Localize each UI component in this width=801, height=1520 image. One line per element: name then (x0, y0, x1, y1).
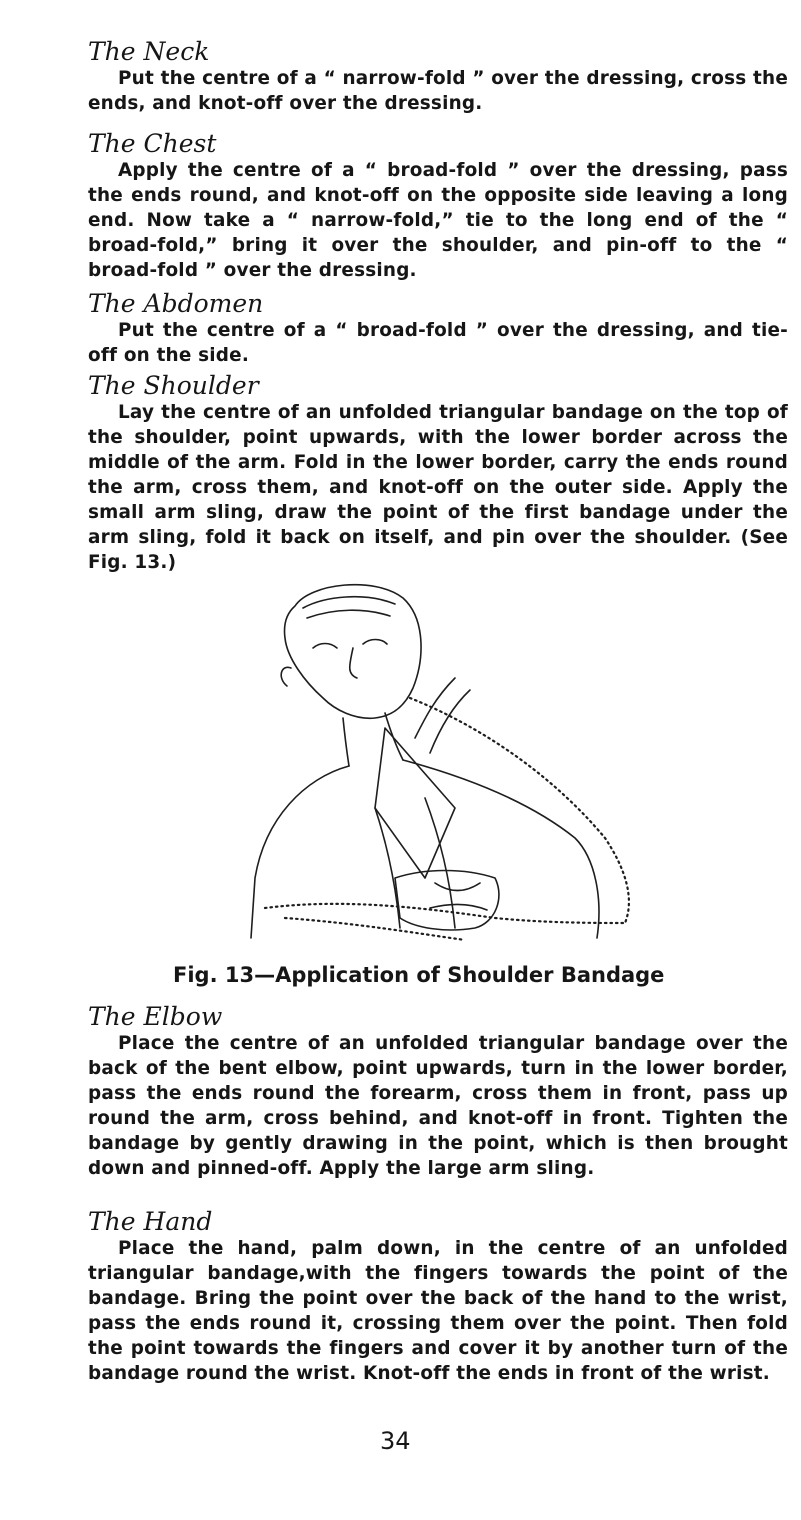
section-neck (88, 38, 788, 116)
section-heading: The Elbow (88, 1002, 223, 1031)
hair-lines (303, 597, 395, 618)
section-chest (88, 130, 788, 283)
eye-left (313, 644, 337, 649)
ear (281, 667, 291, 686)
section-text: Apply the centre of a “ broad-fold ” over the dressing, pass the ends round, and knot-off on the opposite side leaving a long end. Now take a “ narrow-fold,” tie to the long end of the “ broad-fold,” bring it over the shoulder, and pin-off to the “ broad-fold ” over the dressing. (88, 160, 788, 281)
section-abdomen (88, 290, 788, 368)
bandage-fold (395, 871, 499, 930)
section-heading: The Neck (88, 37, 210, 66)
page-number: 34 (380, 1427, 411, 1455)
section-text: Lay the centre of an unfolded triangular bandage on the top of the shoulder, point upwards, with the lower border across the middle of the arm. Fold in the lower border, carry the ends round the arm, cross them, and knot-off on the outer side. Apply the small arm sling, draw the point of the first bandage under the arm sling, fold it back on itself, and pin over the shoulder. (See Fig. 13.) (88, 402, 788, 573)
section-heading: The Hand (88, 1207, 213, 1236)
section-text: Place the hand, palm down, in the centre of an unfolded triangular bandage,with the fingers towards the point of the bandage. Bring the point over the back of the hand to the wrist, pass the ends round it, crossing them over the point. Then fold the point towards the fingers and cover it by another turn of the bandage round the wrist. Knot-off the ends in front of the wrist. (88, 1238, 788, 1384)
section-text: Put the centre of a “ narrow-fold ” over the dressing, cross the ends, and knot-off over the dressing. (88, 68, 788, 114)
section-text: Place the centre of an unfolded triangular bandage over the back of the bent elbow, point upwards, turn in the lower border, pass the ends round the forearm, cross them in front, pass up round the arm, cross behind, and knot-off in front. Tighten the bandage by gently drawing in the point, which is then brought down and pinned-off. Apply the large arm sling. (88, 1033, 788, 1179)
nose (350, 648, 357, 678)
sling-dotted-line (410, 698, 629, 923)
section-text: Put the centre of a “ broad-fold ” over the dressing, and tie-off on the side. (88, 320, 788, 366)
section-heading: The Abdomen (88, 289, 264, 318)
bandage-knot (430, 883, 487, 910)
torso-outline (251, 760, 599, 938)
section-heading: The Shoulder (88, 371, 259, 400)
shoulder-bandage-illustration (225, 578, 801, 948)
section-heading: The Chest (88, 129, 217, 158)
section-elbow (88, 1003, 788, 1181)
figure-caption: Fig. 13—Application of Shoulder Bandage (173, 963, 665, 987)
section-hand (88, 1208, 788, 1386)
forearm (415, 678, 470, 753)
eye-right (363, 640, 387, 645)
section-shoulder (88, 372, 788, 575)
